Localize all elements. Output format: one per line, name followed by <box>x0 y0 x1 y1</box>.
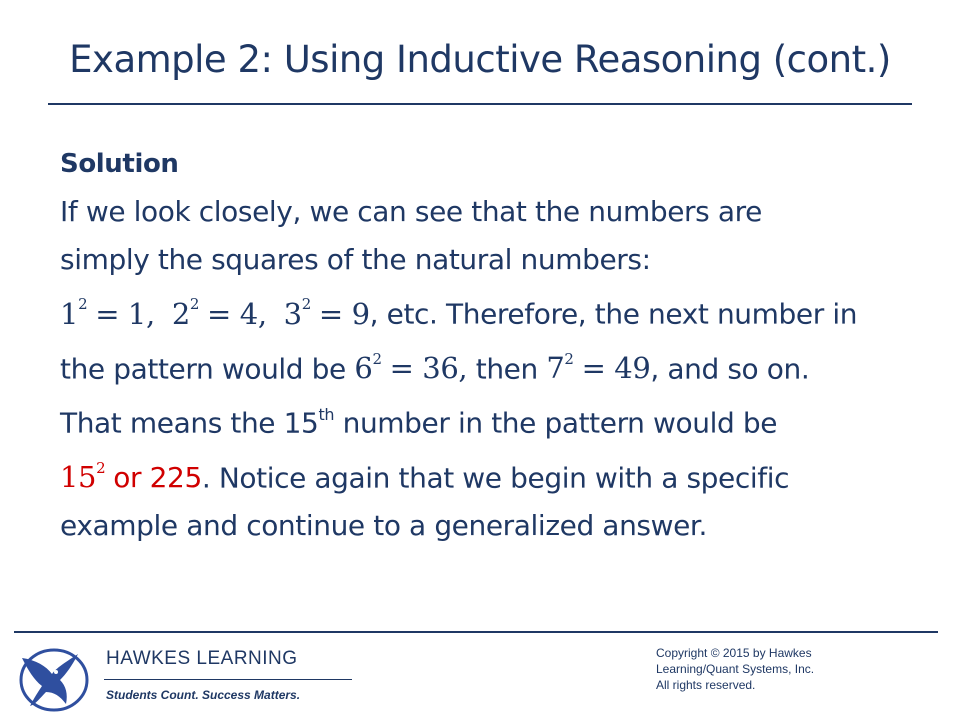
square-2-exponent: 2 <box>189 295 200 313</box>
slide-content <box>60 140 920 550</box>
text-line-3 <box>60 284 920 339</box>
square-1-result: = 1, <box>95 296 155 331</box>
footer-divider <box>14 631 938 633</box>
text-line-3-text: , etc. Therefore, the next number in <box>369 297 858 331</box>
square-2-base: 2 <box>171 296 190 331</box>
text-line-4-suffix: , and so on. <box>650 352 810 386</box>
square-6 <box>354 351 467 385</box>
brand-divider <box>104 679 352 680</box>
square-3 <box>284 297 370 331</box>
solution-heading: Solution <box>60 149 179 179</box>
square-3-result: = 9 <box>318 296 370 331</box>
square-6-base: 6 <box>354 351 373 386</box>
square-7-exponent: 2 <box>564 349 574 368</box>
square-7-base: 7 <box>546 351 565 386</box>
square-3-base: 3 <box>283 296 302 331</box>
text-line-4 <box>60 339 920 394</box>
brand-name: HAWKES LEARNING <box>106 648 298 669</box>
answer-exponent: 2 <box>96 458 106 477</box>
square-2-result: = 4, <box>207 296 267 331</box>
copyright-line-1: Copyright © 2015 by Hawkes <box>656 646 812 660</box>
hawk-logo-icon <box>16 640 92 716</box>
answer-square <box>60 460 113 494</box>
ordinal-suffix: th <box>318 405 335 425</box>
square-6-exponent: 2 <box>372 349 382 368</box>
text-line-6-suffix: . Notice again that we begin with a specific <box>201 461 790 495</box>
answer-highlight <box>60 458 202 495</box>
square-7 <box>546 351 650 385</box>
copyright-notice <box>656 645 896 693</box>
text-line-4-mid: then <box>467 352 547 386</box>
square-6-result: = 36, <box>389 351 468 386</box>
slide-title: Example 2: Using Inductive Reasoning (cont.) <box>69 38 891 81</box>
text-line-1: If we look closely, we can see that the numbers are <box>60 195 762 228</box>
square-1-exponent: 2 <box>78 295 88 313</box>
title-divider <box>48 103 912 105</box>
square-1 <box>60 297 155 331</box>
text-line-5-prefix: That means the 15 <box>60 406 319 440</box>
square-1-base: 1 <box>60 296 79 331</box>
answer-base: 15 <box>60 460 97 495</box>
text-line-5-suffix: number in the pattern would be <box>334 406 778 440</box>
square-2 <box>172 297 267 331</box>
brand-tagline: Students Count. Success Matters. <box>106 688 301 702</box>
text-line-7: example and continue to a generalized answer. <box>60 509 707 543</box>
copyright-line-3: All rights reserved. <box>656 678 756 692</box>
text-line-5 <box>60 393 920 447</box>
answer-value: or 225 <box>113 461 202 495</box>
copyright-line-2: Learning/Quant Systems, Inc. <box>656 662 815 676</box>
text-line-2: simply the squares of the natural numbers: <box>60 243 651 276</box>
text-line-4-prefix: the pattern would be <box>60 352 355 386</box>
text-line-6 <box>60 448 920 503</box>
square-7-result: = 49 <box>581 351 651 386</box>
square-3-exponent: 2 <box>301 295 311 313</box>
